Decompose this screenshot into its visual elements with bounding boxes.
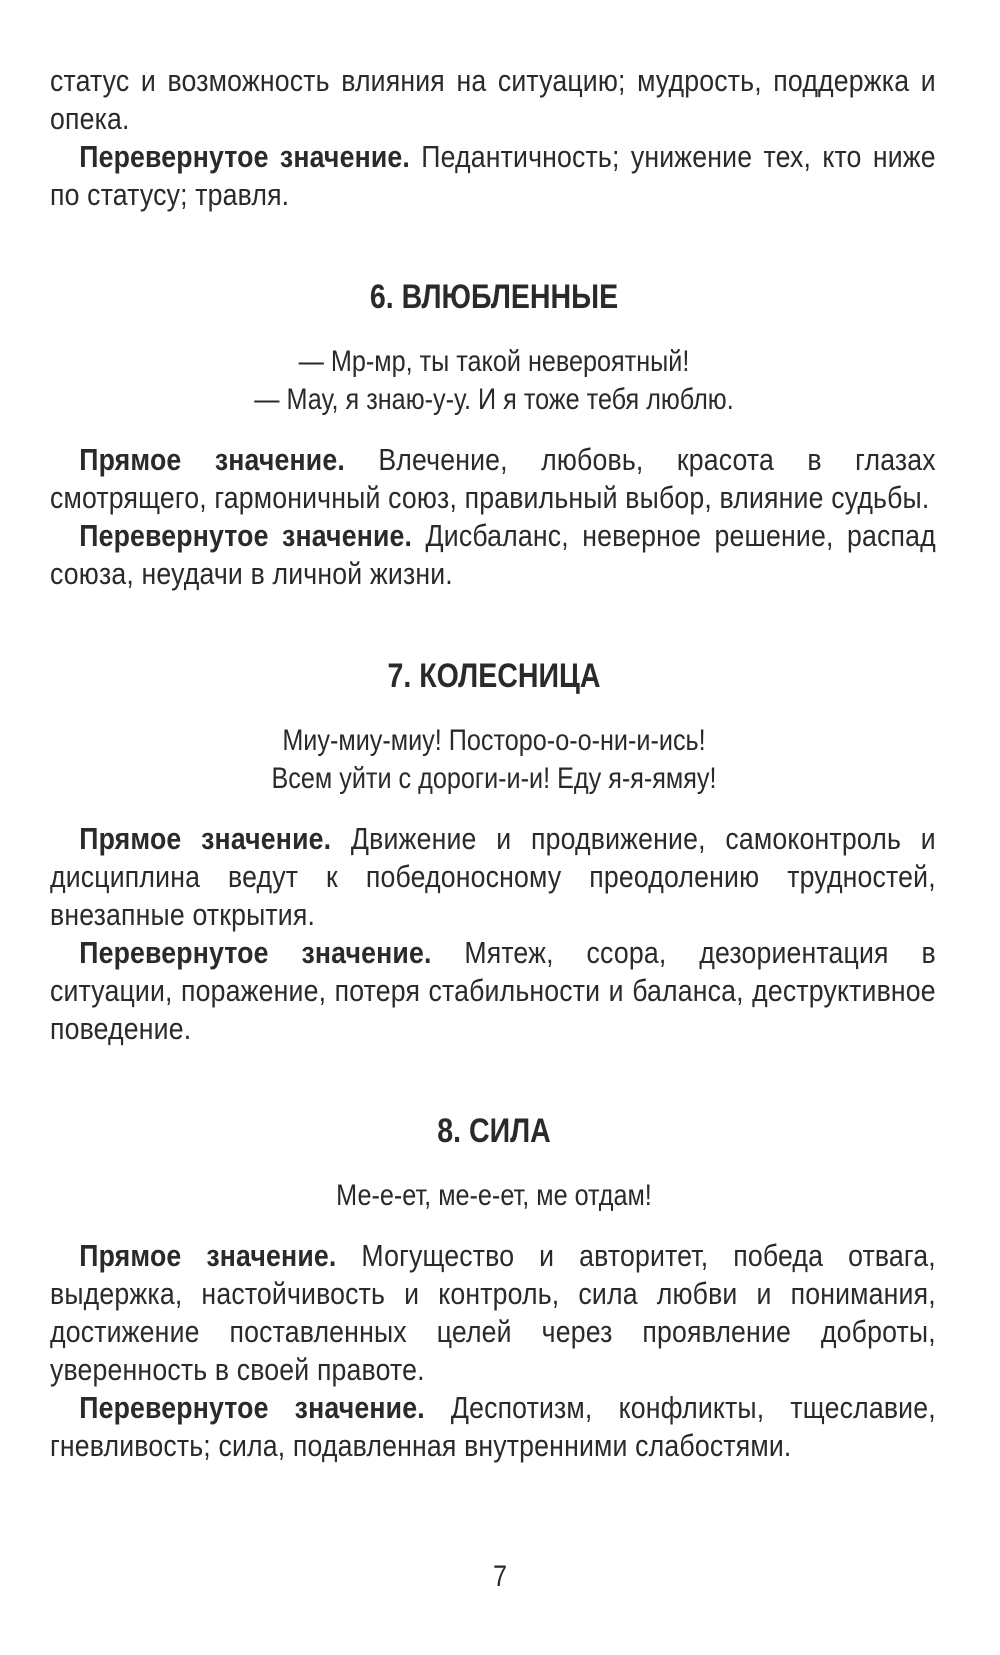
section-heading-strength: 8. СИЛА (437, 1112, 551, 1150)
direct-meaning-paragraph (50, 1237, 936, 1389)
page-number: 7 (492, 1560, 508, 1593)
reversed-text: Дисбаланс, неверное решение, распад союза, неудачи в личной жизни. (50, 518, 936, 591)
reversed-label: Перевернутое значение. (79, 1390, 425, 1425)
section-heading-chariot: 7. КОЛЕСНИЦА (387, 657, 601, 695)
reversed-label: Перевернутое значение. (79, 139, 410, 174)
reversed-text: Деспотизм, конфликты, тщеславие, гневливость; сила, подавленная внутренними слабостями. (50, 1390, 936, 1463)
direct-label: Прямое значение. (79, 442, 345, 477)
reversed-text: Мятеж, ссора, дезориентация в ситуации, поражение, потеря стабильности и баланса, деструктивное поведение. (50, 935, 936, 1046)
quote-line: Миу-миу-миу! Посторо-о-о-ни-и-ись! (282, 724, 706, 757)
direct-meaning-paragraph (50, 441, 936, 517)
reversed-label: Перевернутое значение. (79, 935, 432, 970)
quote-line: — Мр-мр, ты такой невероятный! (298, 345, 690, 378)
intro-text: статус и возможность влияния на ситуацию; мудрость, поддержка и опека. (50, 63, 936, 136)
reversed-text: Педантичность; унижение тех, кто ниже по статусу; травля. (50, 139, 936, 212)
quote-line: Всем уйти с дороги-и-и! Еду я-я-ямяу! (271, 762, 717, 795)
quote-line: — Мау, я знаю-у-у. И я тоже тебя люблю. (254, 383, 734, 416)
direct-text: Влечение, любовь, красота в глазах смотрящего, гармоничный союз, правильный выбор, влияние судьбы. (50, 442, 936, 515)
reversed-meaning-paragraph (50, 517, 936, 593)
reversed-label: Перевернутое значение. (79, 518, 413, 553)
intro-paragraph (50, 62, 936, 138)
direct-text: Могущество и авторитет, победа отвага, выдержка, настойчивость и контроль, сила любви и понимания, достижение поставленных целей через проявление доброты, уверенность в своей правоте. (50, 1238, 936, 1387)
direct-label: Прямое значение. (79, 1238, 337, 1273)
direct-label: Прямое значение. (79, 821, 332, 856)
direct-text: Движение и продвижение, самоконтроль и дисциплина ведут к победоносному преодолению трудностей, внезапные открытия. (50, 821, 936, 932)
reversed-meaning-paragraph (50, 934, 936, 1048)
direct-meaning-paragraph (50, 820, 936, 934)
reversed-meaning-paragraph (50, 1389, 936, 1465)
intro-reversed-paragraph (50, 138, 936, 214)
section-heading-lovers: 6. ВЛЮБЛЕННЫЕ (369, 278, 619, 316)
quote-line: Ме-е-ет, ме-е-ет, ме отдам! (336, 1179, 652, 1212)
